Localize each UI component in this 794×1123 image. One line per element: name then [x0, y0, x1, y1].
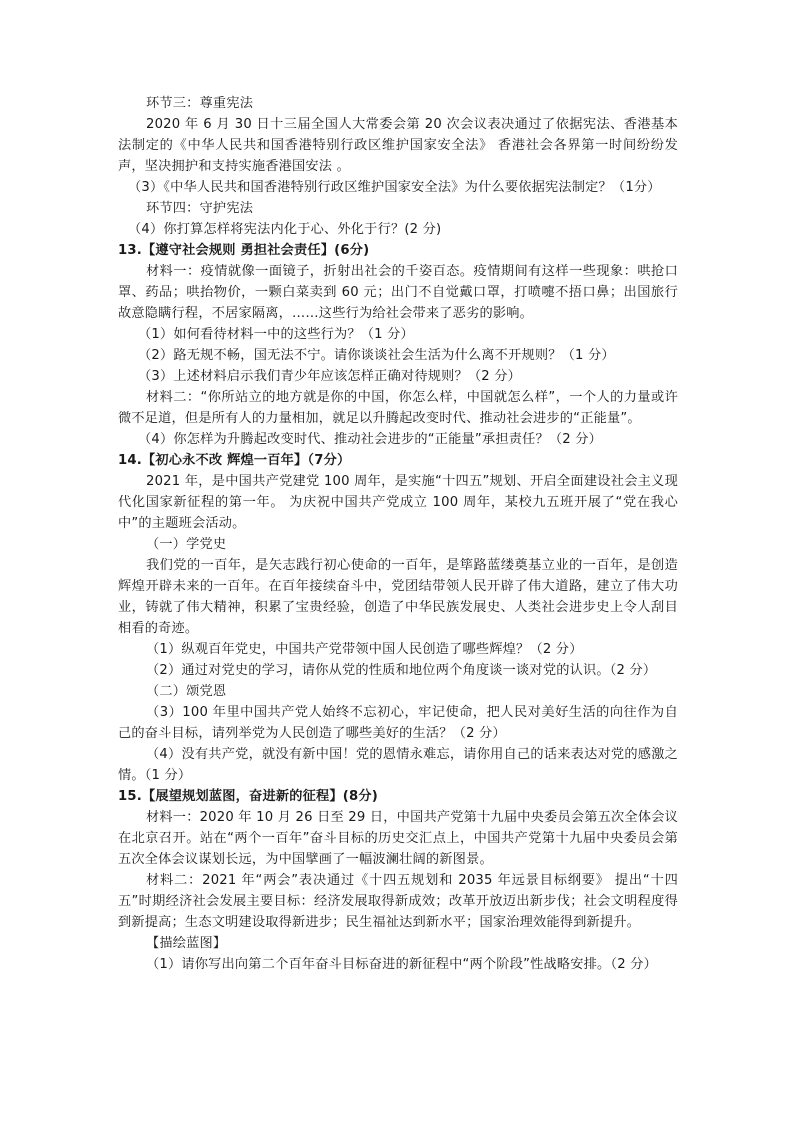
question-item: （4）你怎样为升腾起改变时代、推动社会进步的“正能量”承担责任？（2 分）: [138, 432, 603, 447]
section-heading: （二）颂党恩: [146, 684, 227, 699]
section-heading: 环节四：守护宪法: [146, 201, 254, 216]
question-item: （1）如何看待材料一中的这些行为？（1 分）: [138, 327, 414, 342]
material-paragraph: 2020 年 6 月 30 日十三届全国人大常委会第 20 次会议表决通过了依据宪法、香港基本法制定的《中华人民共和国香港特别行政区维护国家安全法》 香港社会各界第一时间纷纷发声，坚决拥护和支持实施香港国安法 。: [118, 117, 678, 174]
document-body: [118, 93, 678, 975]
material-paragraph: 材料二：2021 年“两会”表决通过《十四五规划和 2035 年远景目标纲要》 提出“十四五”时期经济社会发展主要目标：经济发展取得新成效；改革开放迈出新步伐；社会文明程度得到新提高；生态文明建设取得新进步；民生福祉达到新水平；国家治理效能得到新提升。: [118, 873, 678, 930]
question-item: （1）请你写出向第二个百年奋斗目标奋进的新征程中“两个阶段”性战略安排。（2 分）: [146, 957, 657, 972]
question-item: （3）100 年里中国共产党人始终不忘初心，牢记使命，把人民对美好生活的向往作为自己的奋斗目标，请列举党为人民创造了哪些美好的生活？（2 分）: [118, 705, 678, 741]
section-heading: （一）学党史: [146, 537, 227, 552]
question-14-heading: 14.【初心永不改 辉煌一百年】（7分）: [118, 453, 351, 468]
question-item: （1）纵观百年党史，中国共产党带领中国人民创造了哪些辉煌？（2 分）: [146, 642, 583, 657]
question-15-heading: 15.【展望规划蓝图，奋进新的征程】(8分): [118, 789, 378, 804]
material-paragraph: 材料二：“你所站立的地方就是你的中国，你怎么样，中国就怎么样”，一个人的力量或许微不足道，但是所有人的力量相加，就足以升腾起改变时代、推动社会进步的“正能量”。: [118, 390, 678, 426]
section-heading: 环节三：尊重宪法: [146, 96, 254, 111]
material-paragraph: 材料一：疫情就像一面镜子，折射出社会的千姿百态。疫情期间有这样一些现象：哄抢口罩、药品；哄抬物价，一颗白菜卖到 60 元；出门不自觉戴口罩，打喷嚏不捂口鼻；出国旅行故意隐瞒行程，不居家隔离，……这些行为给社会带来了恶劣的影响。: [118, 264, 678, 321]
question-13-heading: 13.【遵守社会规则 勇担社会责任】(6分): [118, 243, 370, 258]
question-item: （3）《中华人民共和国香港特别行政区维护国家安全法》为什么要依据宪法制定？（1分）: [128, 180, 661, 195]
material-paragraph: 2021 年，是中国共产党建党 100 周年，是实施“十四五”规划、开启全面建设社会主义现代化国家新征程的第一年。 为庆祝中国共产党成立 100 周年，某校九五班开展了“党在我心中”的主题班会活动。: [118, 474, 678, 531]
question-item: （2）通过对党史的学习，请你从党的性质和地位两个角度谈一谈对党的认识。（2 分）: [146, 663, 657, 678]
question-item: （3）上述材料启示我们青少年应该怎样正确对待规则？（2 分）: [138, 369, 522, 384]
question-item: （4）你打算怎样将宪法内化于心、外化于行？(2 分): [128, 222, 442, 237]
question-item: （2）路无规不畅，国无法不宁。请你谈谈社会生活为什么离不开规则？（1 分）: [138, 348, 615, 363]
section-heading: 【描绘蓝图】: [146, 936, 227, 951]
question-item: （4）没有共产党，就没有新中国！党的恩情永难忘，请你用自己的话来表达对党的感激之情。（1 分）: [118, 747, 678, 783]
material-paragraph: 我们党的一百年，是矢志践行初心使命的一百年，是筚路蓝缕奠基立业的一百年，是创造辉煌开辟未来的一百年。在百年接续奋斗中，党团结带领人民开辟了伟大道路，建立了伟大功业，铸就了伟大精神，积累了宝贵经验，创造了中华民族发展史、人类社会进步史上令人刮目相看的奇迹。: [118, 558, 678, 636]
material-paragraph: 材料一：2020 年 10 月 26 日至 29 日，中国共产党第十九届中央委员会第五次全体会议在北京召开。站在“两个一百年”奋斗目标的历史交汇点上，中国共产党第十九届中央委员会第五次全体会议谋划长远，为中国擘画了一幅波澜壮阔的新图景。: [118, 810, 678, 867]
